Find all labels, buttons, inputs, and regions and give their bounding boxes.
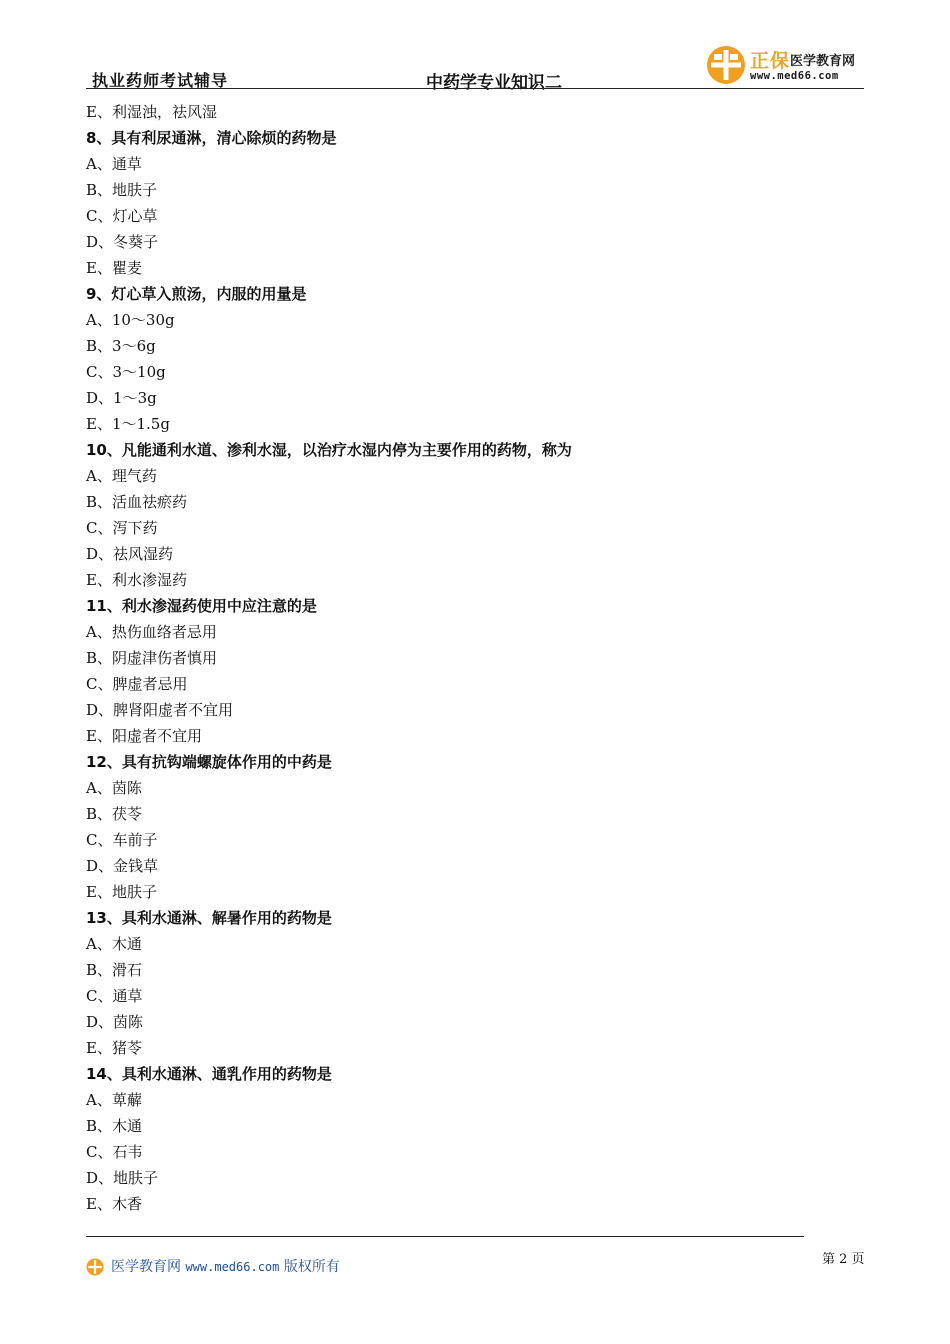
answer-option: E、1～1.5g [86,415,170,433]
answer-option: B、滑石 [86,961,143,979]
logo-site-name: 医学教育网 [790,54,856,69]
answer-option: A、木通 [86,935,142,953]
answer-option: E、地肤子 [86,883,157,901]
footer-rights: 版权所有 [283,1259,340,1275]
logo-emblem-icon [706,45,746,85]
answer-option: A、10～30g [86,311,175,329]
question-stem: 8、具有利尿通淋，清心除烦的药物是 [86,129,337,147]
question-stem: 11、利水渗湿药使用中应注意的是 [86,597,317,615]
answer-option: D、金钱草 [86,857,159,875]
page-header [86,40,864,93]
answer-option: C、石韦 [86,1143,143,1161]
answer-option: D、祛风湿药 [86,545,174,563]
answer-option: E、瞿麦 [86,259,142,277]
question-list [86,99,866,1217]
answer-option: A、热伤血络者忌用 [86,623,217,641]
answer-option: C、脾虚者忌用 [86,675,188,693]
exam-series-title: 执业药师考试辅导 [92,71,229,90]
brand-logo [706,42,866,86]
answer-option: E、利水渗湿药 [86,571,187,589]
answer-option: A、通草 [86,155,142,173]
answer-option: D、1～3g [86,389,157,407]
answer-option: A、萆薢 [86,1091,142,1109]
answer-option: A、茵陈 [86,779,142,797]
question-stem: 10、凡能通利水道、渗利水湿，以治疗水湿内停为主要作用的药物，称为 [86,441,572,459]
question-stem: 12、具有抗钩端螺旋体作用的中药是 [86,753,332,771]
footer-copyright [111,1256,340,1276]
subject-title: 中药学专业知识二 [426,73,562,93]
footer-site-name: 医学教育网 [111,1259,181,1275]
answer-option: B、木通 [86,1117,143,1135]
answer-option: E、阳虚者不宜用 [86,727,202,745]
answer-option: C、泻下药 [86,519,158,537]
header-divider [86,88,864,89]
footer-logo-icon [86,1258,104,1276]
question-stem: 9、灯心草入煎汤，内服的用量是 [86,285,307,303]
footer-divider [86,1236,804,1237]
footer-url[interactable]: www.med66.com [185,1260,280,1274]
question-stem: 13、具利水通淋、解暑作用的药物是 [86,909,332,927]
answer-option: D、地肤子 [86,1169,159,1187]
answer-option: B、活血祛瘀药 [86,493,188,511]
answer-option: D、脾肾阳虚者不宜用 [86,701,234,719]
answer-option: B、地肤子 [86,181,158,199]
answer-option: A、理气药 [86,467,157,485]
logo-url: www.med66.com [750,70,839,82]
answer-option: D、冬葵子 [86,233,159,251]
answer-option: C、车前子 [86,831,158,849]
answer-option: C、通草 [86,987,143,1005]
answer-option: C、3～10g [86,363,166,381]
logo-brand-text: 正保 [750,50,791,72]
answer-option: B、3～6g [86,337,156,355]
answer-option: B、阴虚津伤者慎用 [86,649,218,667]
answer-option: D、茵陈 [86,1013,144,1031]
answer-option: E、利湿浊，祛风湿 [86,103,217,121]
answer-option: E、猪苓 [86,1039,142,1057]
answer-option: E、木香 [86,1195,142,1213]
answer-option: C、灯心草 [86,207,158,225]
page-number: 第 2 页 [822,1252,865,1267]
answer-option: B、茯苓 [86,805,143,823]
question-stem: 14、具利水通淋、通乳作用的药物是 [86,1065,332,1083]
